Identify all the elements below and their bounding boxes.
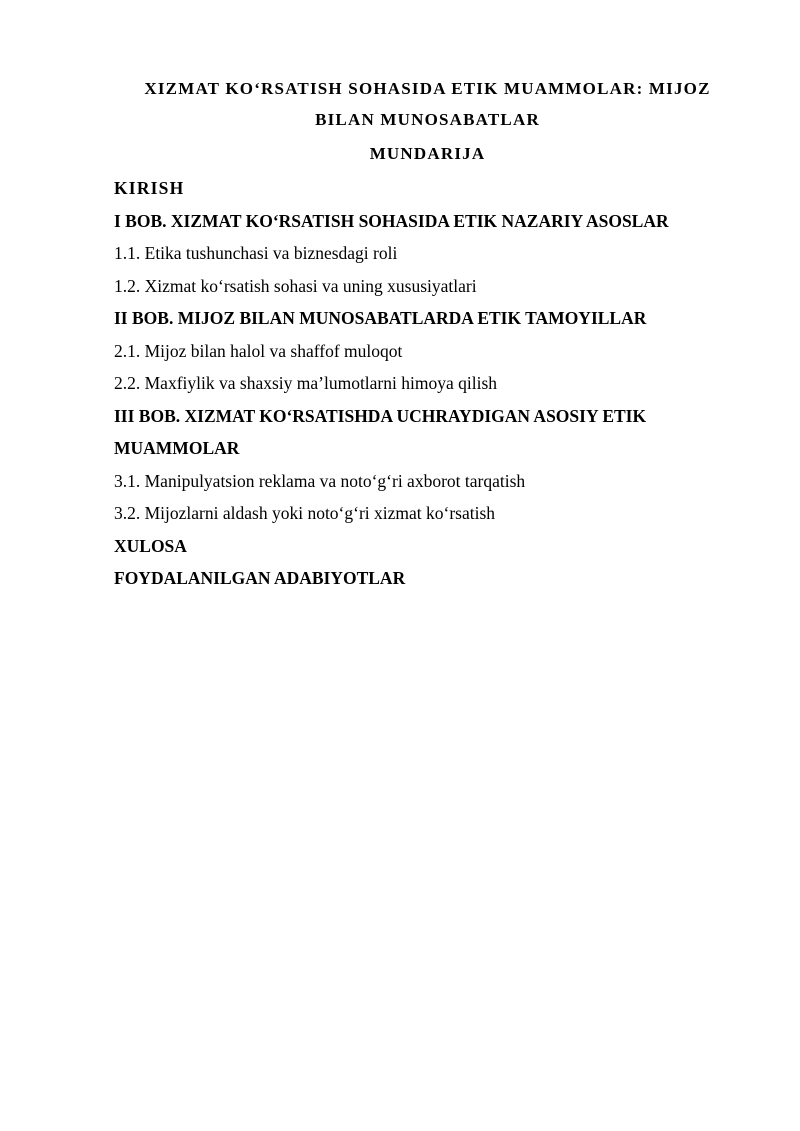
document-title-line-1: XIZMAT KO‘RSATISH SOHASIDA ETIK MUAMMOLAR: MIJOZ [144, 79, 711, 98]
contents-heading: MUNDARIJA [369, 144, 486, 163]
toc-item-xulosa: XULOSA [114, 535, 187, 556]
toc-item-chapter-2: II BOB. MIJOZ BILAN MUNOSABATLARDA ETIK TAMOYILLAR [114, 308, 647, 328]
toc-item-chapter-3-continued: MUAMMOLAR [114, 438, 240, 458]
toc-item-references: FOYDALANILGAN ADABIYOTLAR [114, 568, 406, 588]
toc-item-chapter-1: I BOB. XIZMAT KO‘RSATISH SOHASIDA ETIK NAZARIY ASOSLAR [114, 210, 669, 231]
toc-item-3-1: 3.1. Manipulyatsion reklama va noto‘g‘ri axborot tarqatish [114, 470, 526, 491]
toc-item-1-1: 1.1. Etika tushunchasi va biznesdagi roli [114, 243, 398, 263]
toc-item-2-1: 2.1. Mijoz bilan halol va shaffof muloqot [114, 340, 403, 361]
toc-item-2-2: 2.2. Maxfiylik va shaxsiy ma’lumotlarni himoya qilish [114, 373, 498, 393]
toc-item-kirish: KIRISH [114, 178, 185, 198]
toc-item-1-2: 1.2. Xizmat ko‘rsatish sohasi va uning xususiyatlari [114, 275, 477, 296]
toc-item-3-2: 3.2. Mijozlarni aldash yoki noto‘g‘ri xizmat ko‘rsatish [114, 503, 496, 523]
table-of-contents [114, 172, 754, 595]
document-title-line-2: BILAN MUNOSABATLAR [315, 110, 540, 129]
toc-item-chapter-3: III BOB. XIZMAT KO‘RSATISHDA UCHRAYDIGAN ASOSIY ETIK [114, 405, 647, 426]
